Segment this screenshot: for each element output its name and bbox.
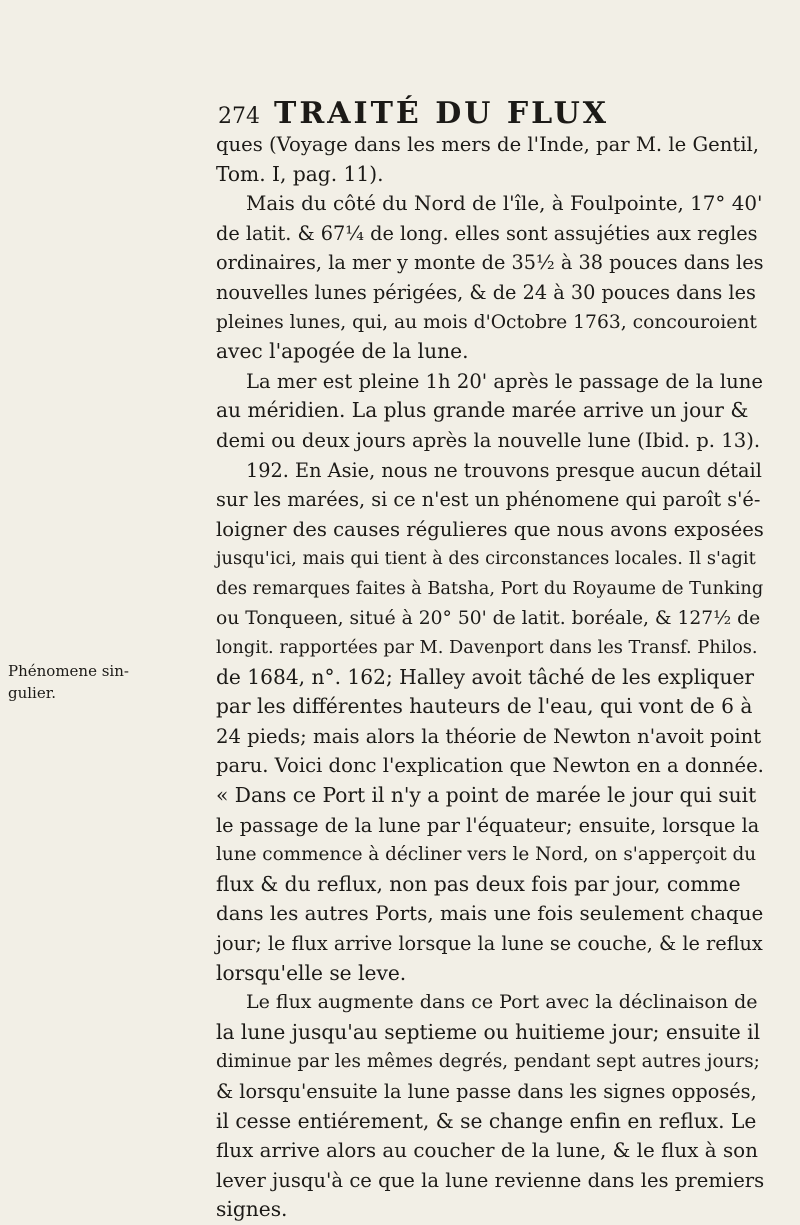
text-line: flux & du reflux, non pas deux fois par jour, comme <box>216 871 741 896</box>
text-line: La mer est pleine 1h 20' après le passage de la lune <box>246 369 764 393</box>
text-line: loigner des causes régulieres que nous avons exposées <box>216 517 764 541</box>
text-line: par les différentes hauteurs de l'eau, qui vont de 6 à <box>216 694 753 719</box>
text-line: signes. <box>216 1197 288 1222</box>
text-line: paru. Voici donc l'explication que Newton en a donnée. <box>216 754 764 778</box>
page-number: 274 <box>218 104 260 129</box>
text-line: diminue par les mêmes degrés, pendant sept autres jours; <box>216 1051 760 1073</box>
text-line: de 1684, n°. 162; Halley avoit tâché de les expliquer <box>216 664 755 689</box>
running-title: TRAITÉ DU FLUX <box>274 96 610 131</box>
text-line: lorsqu'elle se leve. <box>216 960 407 985</box>
text-line: au méridien. La plus grande marée arrive un jour & <box>216 398 749 423</box>
text-line: longit. rapportées par M. Davenport dans les Transf. Philos. <box>216 637 758 659</box>
text-line: ou Tonqueen, situé à 20° 50' de latit. boréale, & 127½ de <box>216 607 761 629</box>
text-line: avec l'apogée de la lune. <box>216 339 469 364</box>
margin-note-line: gulier. <box>8 684 57 702</box>
text-line: lune commence à décliner vers le Nord, on s'apperçoit du <box>216 844 757 866</box>
text-line: nouvelles lunes périgées, & de 24 à 30 pouces dans les <box>216 280 756 304</box>
text-line: « Dans ce Port il n'y a point de marée le jour qui suit <box>216 783 757 808</box>
text-line: Le flux augmente dans ce Port avec la déclinaison de <box>246 991 758 1014</box>
text-line: ques (Voyage dans les mers de l'Inde, par M. le Gentil, <box>216 133 759 156</box>
text-line: sur les marées, si ce n'est un phénomene qui paroît s'é- <box>216 488 761 512</box>
text-line: Mais du côté du Nord de l'île, à Foulpointe, 17° 40' <box>246 192 763 216</box>
text-line: ordinaires, la mer y monte de 35½ à 38 pouces dans les <box>216 251 764 275</box>
text-line: jour; le flux arrive lorsque la lune se couche, & le reflux <box>216 932 763 956</box>
body-text <box>216 130 764 1225</box>
text-line: 24 pieds; mais alors la théorie de Newton n'avoit point <box>216 724 762 748</box>
text-line: flux arrive alors au coucher de la lune, & le flux à son <box>216 1139 758 1163</box>
text-line: pleines lunes, qui, au mois d'Octobre 1763, concouroient <box>216 311 757 333</box>
text-line: de latit. & 67¼ de long. elles sont assujéties aux regles <box>216 221 758 245</box>
text-line: jusqu'ici, mais qui tient à des circonstances locales. Il s'agit <box>216 548 756 570</box>
text-line: & lorsqu'ensuite la lune passe dans les signes opposés, <box>216 1080 757 1103</box>
text-line: demi ou deux jours après la nouvelle lune (Ibid. p. 13). <box>216 428 761 452</box>
margin-note <box>8 660 129 704</box>
text-line: dans les autres Ports, mais une fois seulement chaque <box>216 902 764 926</box>
text-line: des remarques faites à Batsha, Port du Royaume de Tunking <box>216 577 764 599</box>
text-line: la lune jusqu'au septieme ou huitieme jour; ensuite il <box>216 1019 761 1044</box>
text-line: 192. En Asie, nous ne trouvons presque aucun détail <box>246 458 762 482</box>
text-line: le passage de la lune par l'équateur; ensuite, lorsque la <box>216 813 760 837</box>
text-line: lever jusqu'à ce que la lune revienne dans les premiers <box>216 1168 765 1192</box>
page-header <box>218 96 698 131</box>
text-line: Tom. I, pag. 11). <box>216 161 384 186</box>
text-line: il cesse entiérement, & se change enfin en reflux. Le <box>216 1108 757 1133</box>
margin-note-line: Phénomene sin- <box>8 662 129 680</box>
